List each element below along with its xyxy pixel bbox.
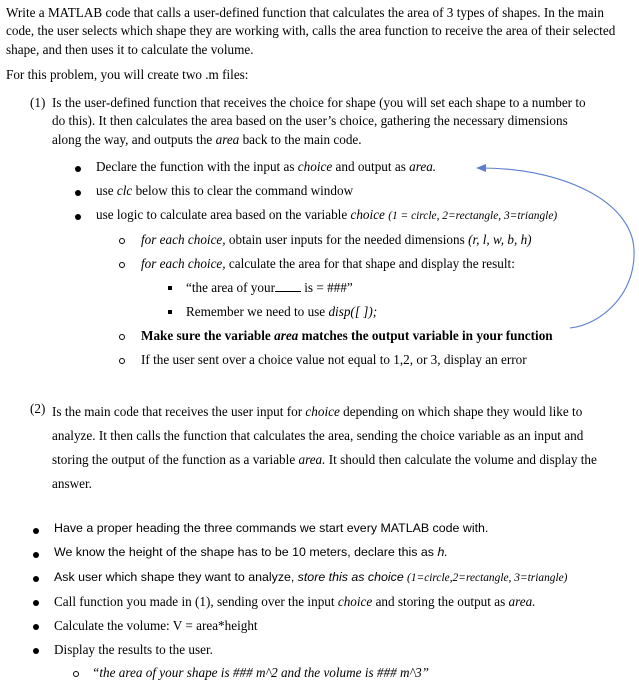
- intro-paragraph: Write a MATLAB code that calls a user-defined function that calculates the area of 3 types of shapes. In the main code, the user selects which shape they are working with, calls the area function to receive the area of their selected shape, and then uses it to calculate the volume.: [6, 5, 616, 57]
- part1-bullet-declare: Declare the function with the input as choice and output as area.: [96, 159, 437, 174]
- bottom-bullet-display: Display the results to the user.: [54, 642, 213, 657]
- bottom-bullet-volume: Calculate the volume: V = area*height: [54, 618, 258, 633]
- bottom-bullet-height: We know the height of the shape has to be 10 meters, declare this as h.: [54, 545, 448, 559]
- bullet-icon: [33, 576, 39, 582]
- part1-subsub-quote: “the area of your is = ###”: [186, 280, 353, 295]
- bullet-icon: [33, 528, 39, 534]
- part1-text: Is the user-defined function that receives the choice for shape (you will set each shape to a number to do this). It then calculates the area based on the user’s choice, gathering the necessary dimensions along the way, and outputs the area back to the main code.: [52, 95, 586, 147]
- bullet-icon: [33, 624, 39, 630]
- part1-sub-match: Make sure the variable area matches the output variable in your function: [141, 328, 553, 343]
- part1-number: (1): [30, 95, 46, 110]
- bullet-icon: [33, 648, 39, 654]
- circle-bullet-icon: [73, 671, 79, 677]
- bottom-bullet-ask: Ask user which shape they want to analyze, store this as choice (1=circle,2=rectangle, 3=triangle): [54, 570, 568, 584]
- part1-bullet-logic: use logic to calculate area based on the variable choice (1 = circle, 2=rectangle, 3=triangle): [96, 207, 558, 222]
- bottom-bullet-call: Call function you made in (1), sending over the input choice and storing the output as area.: [54, 594, 536, 609]
- part1-sub-error: If the user sent over a choice value not equal to 1,2, or 3, display an error: [141, 352, 527, 367]
- part1-subsub-disp: Remember we need to use disp([ ]);: [186, 304, 378, 319]
- intro-files-line: For this problem, you will create two .m files:: [6, 67, 249, 82]
- part1-sub-area: for each choice, calculate the area for that shape and display the result:: [141, 256, 515, 271]
- part1-sub-inputs: for each choice, obtain user inputs for the needed dimensions (r, l, w, b, h): [141, 232, 532, 247]
- bottom-bullet-heading: Have a proper heading the three commands we start every MATLAB code with.: [54, 521, 489, 535]
- part2-text: Is the main code that receives the user input for choice depending on which shape they would like to analyze. It then calls the function that calculates the area, sending the choice variable as an input and storing the output of the function as a variable area. It should then calculate the volume and display the answer.: [52, 404, 597, 491]
- bullet-icon: [33, 600, 39, 606]
- bullet-icon: [33, 552, 39, 558]
- bottom-sub-result: “the area of your shape is ### m^2 and the volume is ### m^3”: [92, 665, 430, 680]
- part2-number: (2): [30, 401, 46, 416]
- part1-bullet-clc: use clc below this to clear the command window: [96, 183, 354, 198]
